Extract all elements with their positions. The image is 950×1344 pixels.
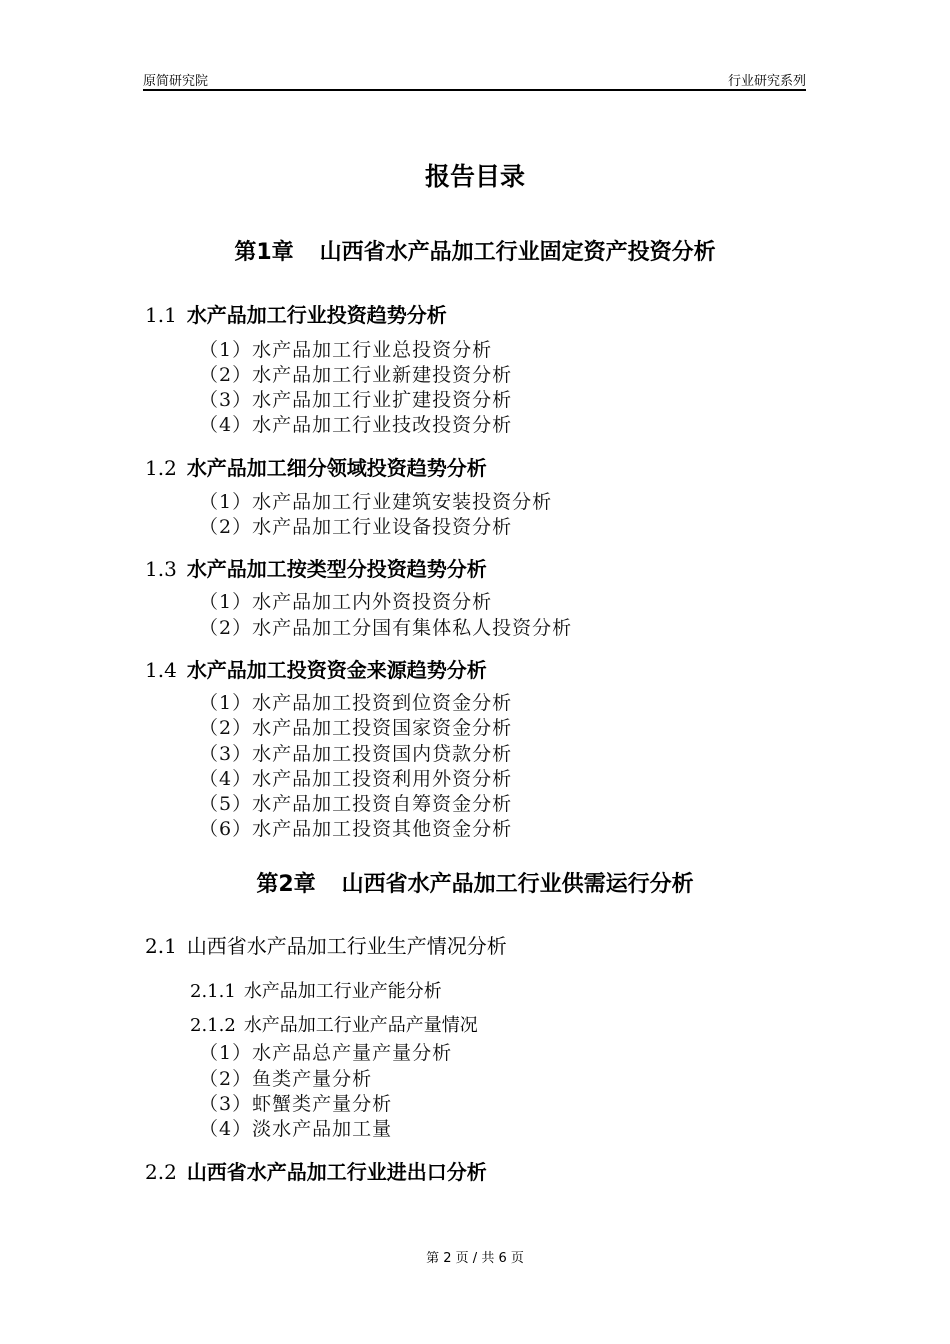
chapter-1-heading [0,235,950,266]
toc-item: （2）水产品加工行业设备投资分析 [199,516,513,538]
section-title: 水产品加工行业投资趋势分析 [186,303,447,327]
section-title: 山西省水产品加工行业生产情况分析 [186,934,507,958]
header-series: 行业研究系列 [727,74,806,89]
toc-item: （5）水产品加工投资自筹资金分析 [199,793,513,815]
chapter-number: 第1章 [234,240,294,265]
section-number: 2.2 [145,1160,177,1184]
subsection-number: 2.1.1 [190,981,236,1002]
section-title: 水产品加工按类型分投资趋势分析 [186,557,487,581]
subsection-number: 2.1.2 [190,1015,236,1036]
toc-item: （1）水产品加工内外资投资分析 [199,591,493,613]
toc-item: （4）淡水产品加工量 [199,1118,393,1140]
section-2-1-heading [145,930,507,959]
section-number: 2.1 [145,934,177,958]
chapter-title: 山西省水产品加工行业供需运行分析 [341,872,694,897]
header-divider [143,89,806,91]
section-1-1-heading [145,299,447,328]
section-number: 1.2 [145,456,177,480]
page-number: 第 2 页 / 共 6 页 [426,1251,524,1266]
document-title: 报告目录 [424,162,525,191]
section-2-2-heading [145,1156,487,1185]
subsection-title: 水产品加工行业产能分析 [243,981,442,1002]
toc-item: （1）水产品总产量产量分析 [199,1042,453,1064]
toc-item: （3）虾蟹类产量分析 [199,1093,393,1115]
chapter-2-heading [0,867,950,898]
section-number: 1.1 [145,303,177,327]
section-1-4-heading [145,654,487,683]
toc-item: （4）水产品加工行业技改投资分析 [199,414,513,436]
toc-item: （2）水产品加工分国有集体私人投资分析 [199,617,573,639]
section-title: 水产品加工投资资金来源趋势分析 [186,658,487,682]
section-title: 水产品加工细分领域投资趋势分析 [186,456,487,480]
toc-item: （4）水产品加工投资利用外资分析 [199,768,513,790]
section-title: 山西省水产品加工行业进出口分析 [186,1160,487,1184]
subsection-2-1-1-heading [190,977,442,1003]
page-header [143,70,806,88]
toc-item: （1）水产品加工行业建筑安装投资分析 [199,491,553,513]
toc-item: （3）水产品加工行业扩建投资分析 [199,389,513,411]
toc-item: （2）水产品加工行业新建投资分析 [199,364,513,386]
toc-item: （1）水产品加工投资到位资金分析 [199,692,513,714]
section-number: 1.4 [145,658,177,682]
toc-item: （1）水产品加工行业总投资分析 [199,339,493,361]
toc-item: （2）水产品加工投资国家资金分析 [199,717,513,739]
header-publisher: 原简研究院 [143,74,209,89]
section-1-3-heading [145,553,487,582]
section-number: 1.3 [145,557,177,581]
chapter-number: 第2章 [256,872,316,897]
chapter-title: 山西省水产品加工行业固定资产投资分析 [319,240,716,265]
section-1-2-heading [145,452,487,481]
subsection-2-1-2-heading [190,1011,478,1037]
toc-item: （6）水产品加工投资其他资金分析 [199,818,513,840]
toc-item: （2）鱼类产量分析 [199,1068,373,1090]
subsection-title: 水产品加工行业产品产量情况 [243,1015,478,1036]
toc-item: （3）水产品加工投资国内贷款分析 [199,743,513,765]
